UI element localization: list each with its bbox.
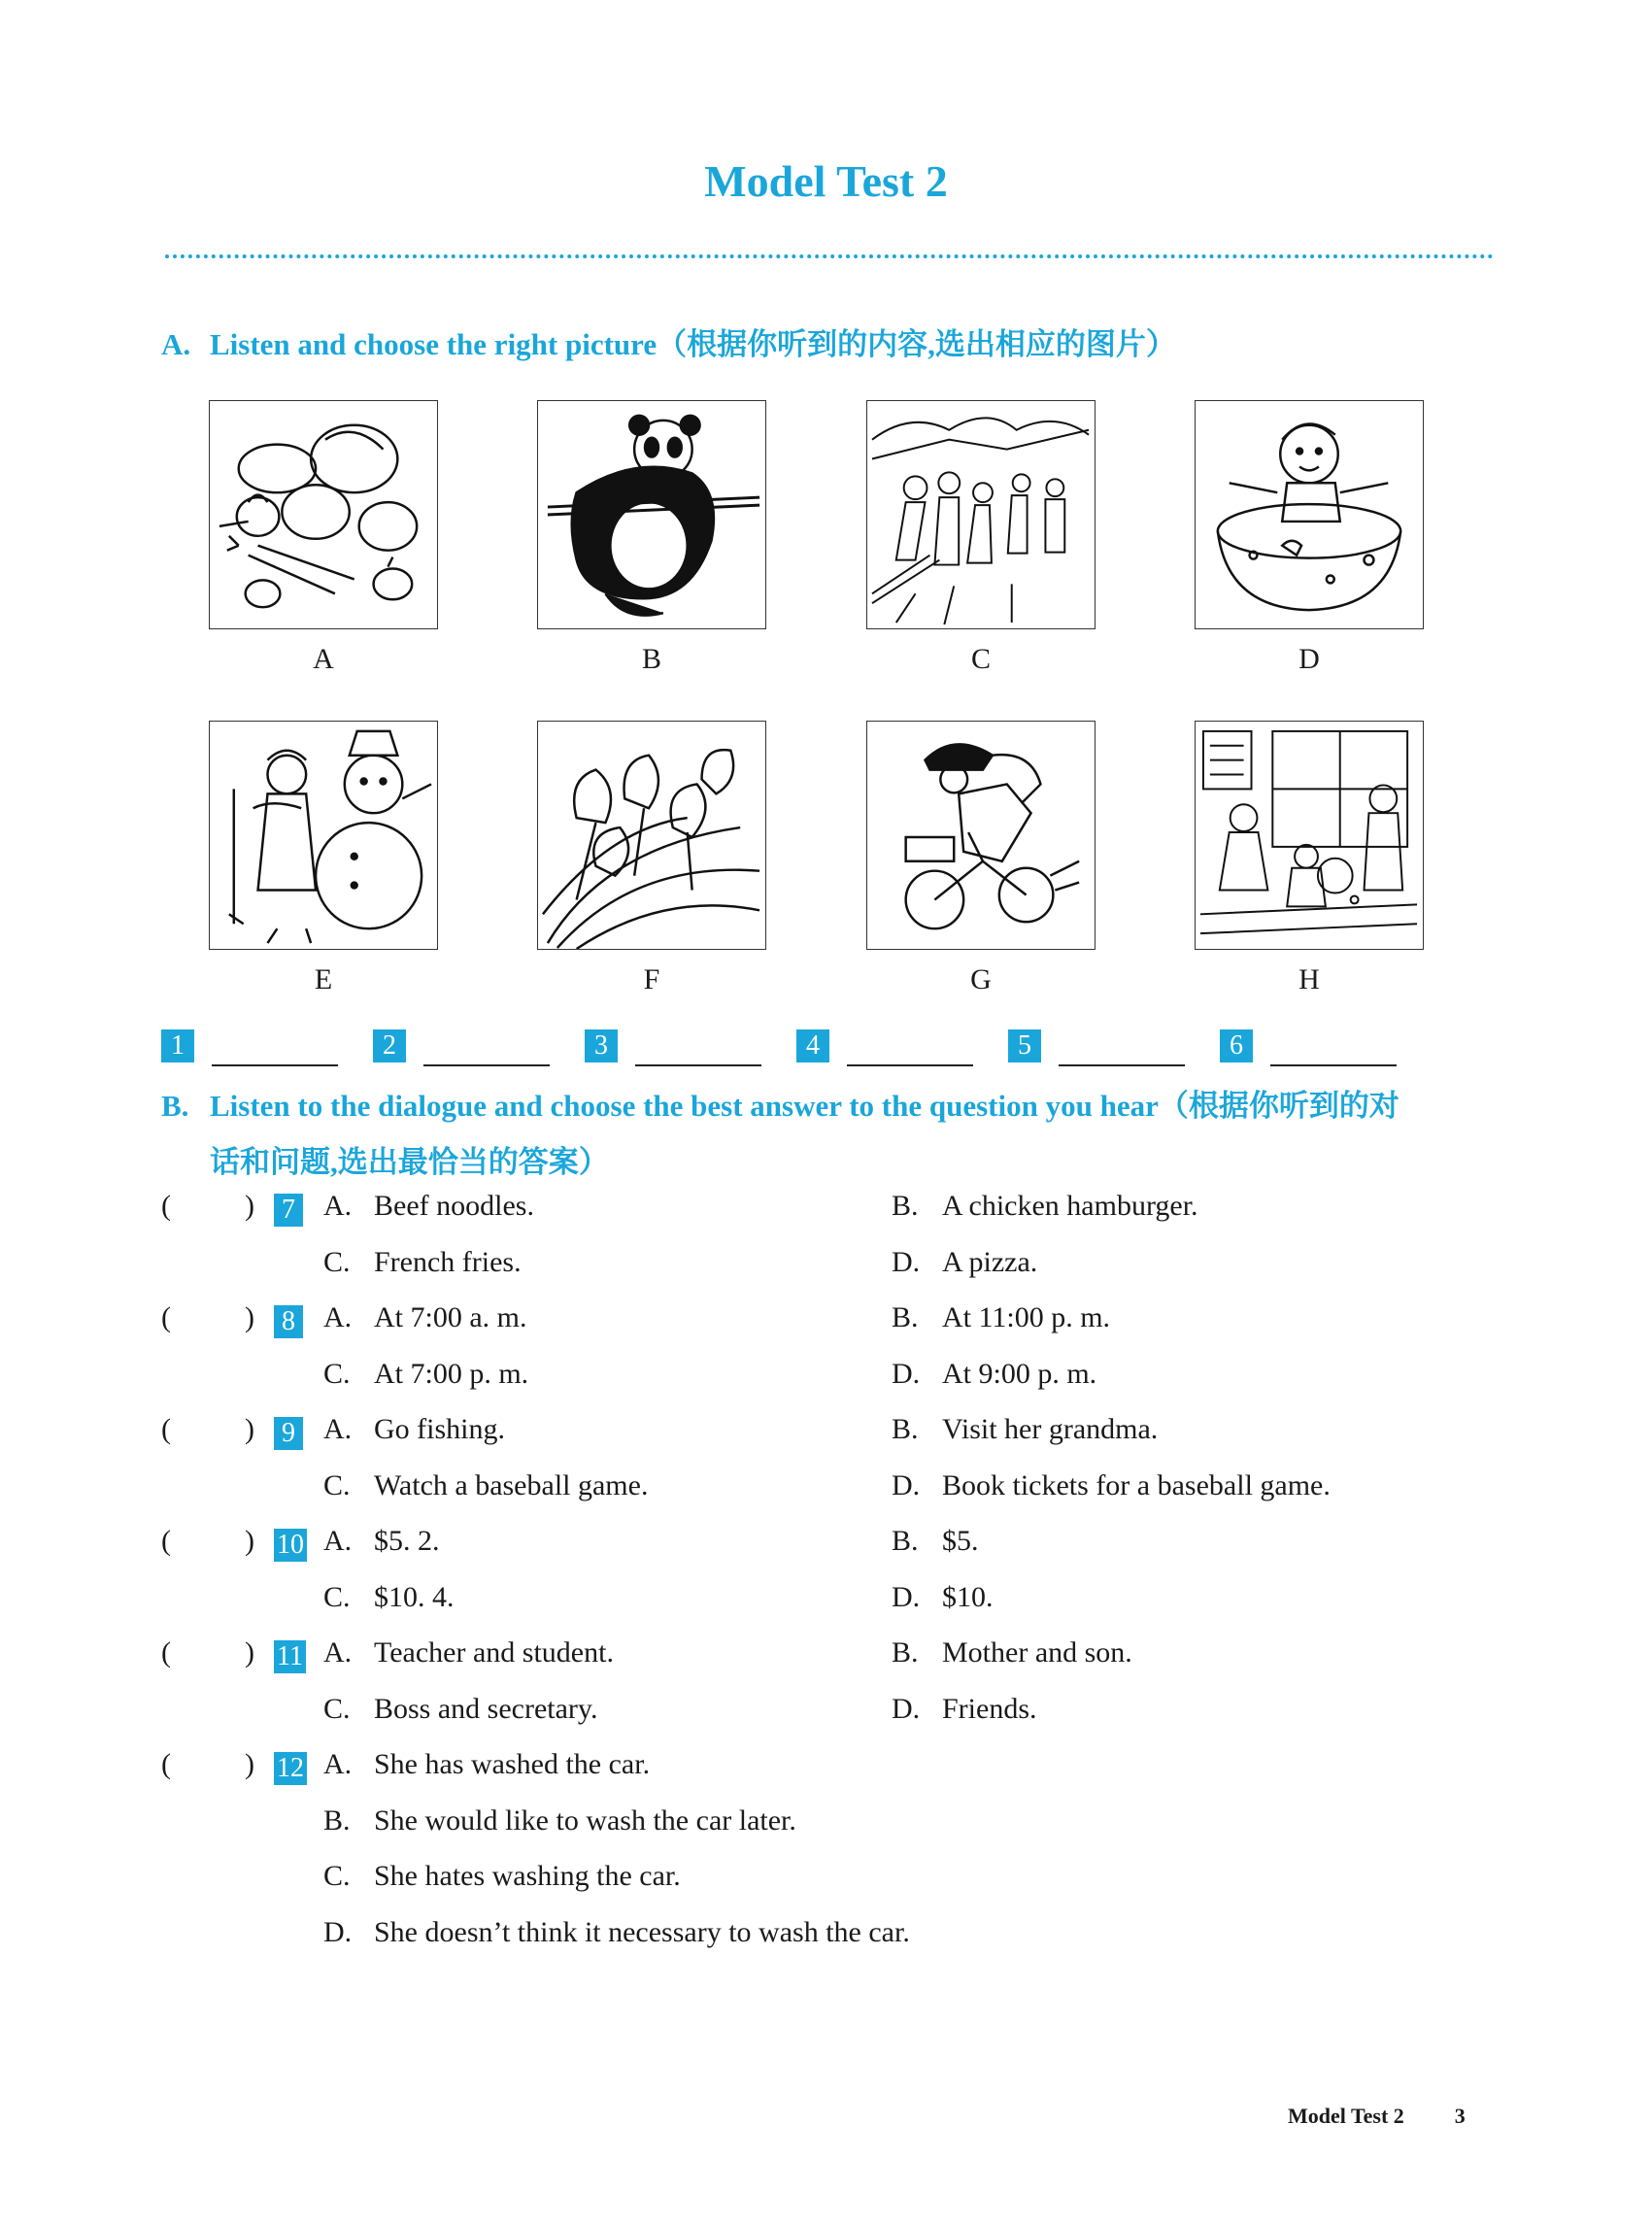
answer-paren-close: ) [245, 1636, 254, 1669]
vegetables-icon [209, 400, 438, 629]
option-text: Book tickets for a baseball game. [942, 1468, 1331, 1501]
question-row [0, 1860, 1652, 1914]
page-footer [1288, 2104, 1466, 2129]
question-row [0, 1693, 1652, 1747]
option-letter: C. [323, 1860, 351, 1892]
answer-option [323, 1748, 650, 1781]
section-b-heading [161, 1078, 1501, 1191]
option-letter: D. [892, 1468, 921, 1501]
option-letter: B. [892, 1636, 919, 1669]
option-text: She hates washing the car. [374, 1860, 681, 1892]
answer-option [892, 1525, 979, 1558]
option-letter: B. [892, 1413, 919, 1445]
option-letter: D. [892, 1580, 921, 1613]
option-text: At 7:00 p. m. [374, 1357, 529, 1390]
answer-blank-4[interactable] [847, 1064, 973, 1066]
answer-option [323, 1860, 681, 1893]
section-b-text-line2: 话和问题,选出最恰当的答案） [210, 1145, 609, 1179]
section-a-text: Listen and choose the right picture（根据你听到的内容,选出相应的图片） [210, 327, 1176, 361]
option-letter: C. [323, 1580, 351, 1613]
option-letter: B. [892, 1190, 919, 1222]
answer-paren-close: ) [245, 1748, 254, 1780]
answer-option [323, 1469, 648, 1502]
option-text: $10. [942, 1580, 994, 1613]
option-text: At 9:00 p. m. [942, 1357, 1097, 1390]
great-wall-crowd-icon [866, 400, 1096, 629]
answer-option [892, 1469, 1331, 1502]
baby-bath-icon [1195, 400, 1424, 629]
question-row [0, 1804, 1652, 1859]
question-row [0, 1469, 1652, 1524]
answer-option [323, 1358, 528, 1391]
option-letter: A. [323, 1636, 353, 1669]
option-text: $5. [942, 1525, 979, 1557]
option-text: Friends. [942, 1692, 1037, 1725]
answer-number-6: 6 [1220, 1029, 1253, 1062]
option-letter: A. [323, 1748, 353, 1780]
dotted-divider [165, 254, 1494, 258]
snowman-icon [209, 721, 438, 950]
question-row [0, 1636, 1652, 1691]
answer-option [323, 1693, 597, 1726]
option-text: Beef noodles. [374, 1190, 534, 1222]
answer-option [892, 1693, 1037, 1726]
answer-number-3: 3 [585, 1029, 618, 1062]
option-letter: A. [323, 1301, 353, 1333]
footer-title: Model Test 2 [1288, 2104, 1404, 2128]
option-letter: C. [323, 1468, 351, 1501]
option-letter: C. [323, 1357, 351, 1390]
answer-option [323, 1916, 910, 1949]
page-number: 3 [1454, 2104, 1466, 2128]
section-a-heading [161, 317, 1501, 373]
answer-option [892, 1413, 1158, 1446]
answer-option [892, 1358, 1096, 1391]
option-text: She has washed the car. [374, 1748, 651, 1780]
option-text: Teacher and student. [374, 1636, 614, 1669]
question-row [0, 1246, 1652, 1300]
answer-option [323, 1190, 534, 1223]
answer-option [892, 1636, 1132, 1669]
picture-label-a: A [313, 643, 334, 675]
picture-label-c: C [970, 643, 991, 675]
question-row [0, 1581, 1652, 1635]
question-row [0, 1413, 1652, 1467]
answer-blank-1[interactable] [212, 1064, 338, 1066]
option-letter: A. [323, 1190, 353, 1222]
question-row [0, 1525, 1652, 1579]
answer-option [892, 1581, 994, 1614]
question-row [0, 1748, 1652, 1803]
picture-label-h: H [1298, 963, 1320, 995]
answer-option [323, 1636, 614, 1669]
answer-option [892, 1301, 1110, 1334]
cyclist-icon [866, 721, 1096, 950]
option-text: A pizza. [942, 1245, 1038, 1278]
option-text: She doesn’t think it necessary to wash the car. [374, 1915, 910, 1948]
answer-blank-6[interactable] [1270, 1064, 1397, 1066]
answer-paren-open[interactable]: ( [161, 1413, 171, 1445]
option-text: Boss and secretary. [374, 1692, 598, 1725]
section-b-letter: B. [161, 1089, 189, 1123]
answer-paren-open[interactable]: ( [161, 1748, 171, 1780]
picture-label-d: D [1298, 643, 1320, 675]
option-text: Mother and son. [942, 1636, 1132, 1669]
answer-option [323, 1804, 796, 1837]
answer-option [323, 1581, 455, 1614]
question-number: 12 [274, 1752, 307, 1785]
picture-label-b: B [641, 643, 661, 675]
option-text: Visit her grandma. [942, 1413, 1159, 1445]
answer-number-2: 2 [373, 1029, 406, 1062]
question-number: 11 [274, 1640, 306, 1673]
option-letter: B. [892, 1525, 919, 1557]
answer-option [323, 1413, 505, 1446]
answer-option [323, 1246, 522, 1279]
picture-label-g: G [970, 963, 992, 995]
question-row [0, 1190, 1652, 1244]
classroom-icon [1195, 721, 1424, 950]
option-text: $5. 2. [374, 1525, 440, 1557]
tulips-icon [537, 721, 766, 950]
answer-option [892, 1190, 1198, 1223]
section-b-text-line1: Listen to the dialogue and choose the best answer to the question you hear（根据你听到的对 [210, 1089, 1399, 1123]
option-letter: D. [892, 1692, 921, 1725]
option-letter: C. [323, 1692, 351, 1725]
option-letter: B. [892, 1301, 919, 1333]
option-text: She would like to wash the car later. [374, 1804, 796, 1837]
option-letter: A. [323, 1413, 353, 1445]
question-number: 7 [274, 1194, 303, 1227]
answer-paren-open[interactable]: ( [161, 1301, 171, 1333]
page-title: Model Test 2 [704, 156, 948, 206]
option-letter: D. [892, 1357, 921, 1390]
answer-option [323, 1301, 527, 1334]
option-letter: A. [323, 1525, 353, 1557]
answer-blank-3[interactable] [635, 1064, 761, 1066]
option-letter: D. [892, 1245, 921, 1278]
answer-blank-5[interactable] [1059, 1064, 1185, 1066]
answer-paren-open[interactable]: ( [161, 1190, 171, 1222]
answer-paren-close: ) [245, 1190, 254, 1222]
question-number: 10 [274, 1529, 307, 1562]
answer-paren-close: ) [245, 1413, 254, 1445]
answer-paren-open[interactable]: ( [161, 1525, 171, 1557]
answer-paren-close: ) [245, 1525, 254, 1557]
answer-number-4: 4 [796, 1029, 829, 1062]
option-text: At 7:00 a. m. [374, 1301, 527, 1333]
answer-blank-2[interactable] [423, 1064, 550, 1066]
section-a-letter: A. [161, 327, 191, 361]
answer-number-5: 5 [1008, 1029, 1041, 1062]
question-row [0, 1301, 1652, 1356]
question-number: 8 [274, 1305, 303, 1338]
option-letter: C. [323, 1245, 351, 1278]
option-letter: B. [323, 1804, 351, 1837]
option-text: At 11:00 p. m. [942, 1301, 1111, 1333]
picture-label-f: F [643, 963, 660, 995]
answer-paren-close: ) [245, 1301, 254, 1333]
answer-number-1: 1 [161, 1029, 194, 1062]
question-row [0, 1358, 1652, 1412]
option-text: French fries. [374, 1245, 522, 1278]
option-letter: D. [323, 1915, 353, 1948]
answer-option [892, 1246, 1037, 1279]
picture-label-e: E [314, 963, 333, 995]
answer-option [323, 1525, 440, 1558]
option-text: Go fishing. [374, 1413, 505, 1445]
option-text: A chicken hamburger. [942, 1190, 1198, 1222]
option-text: $10. 4. [374, 1580, 455, 1613]
question-row [0, 1916, 1652, 1971]
question-number: 9 [274, 1417, 303, 1450]
answer-paren-open[interactable]: ( [161, 1636, 171, 1669]
panda-icon [537, 400, 766, 629]
option-text: Watch a baseball game. [374, 1468, 649, 1501]
